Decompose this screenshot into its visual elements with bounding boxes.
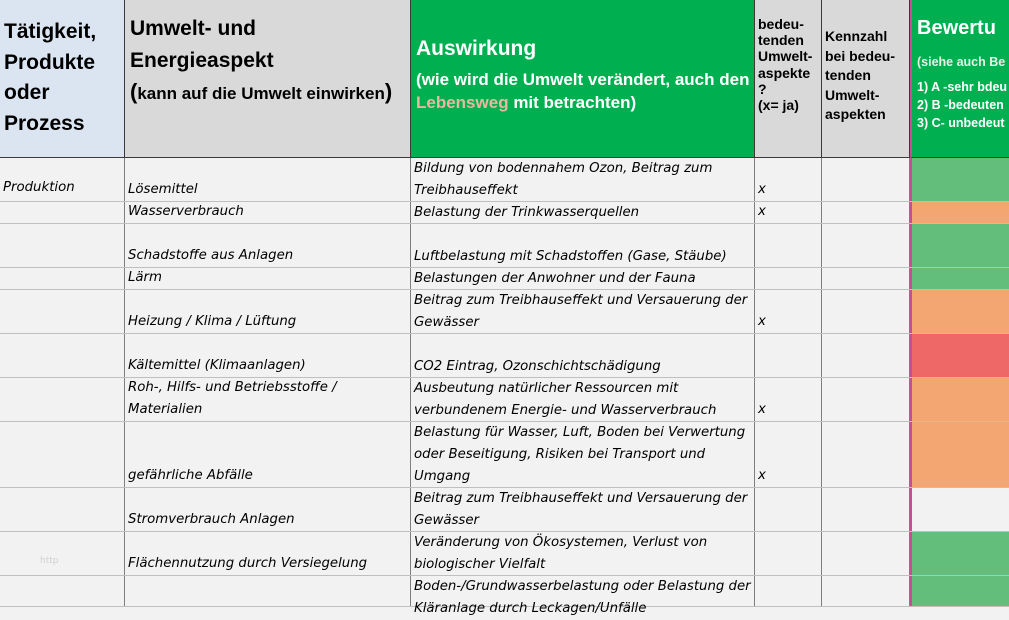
cell-auswirkung[interactable] xyxy=(411,334,755,377)
cell-auswirkung[interactable] xyxy=(411,532,755,575)
header-umweltaspekt-subtitle: (kann auf die Umwelt einwirken) xyxy=(130,79,393,104)
table-row[interactable] xyxy=(0,576,1009,616)
cell-text: Gewässer xyxy=(414,513,480,528)
cell-text: Stromverbrauch Anlagen xyxy=(128,512,295,527)
cell-bedeutend[interactable] xyxy=(755,334,822,377)
cell-text: x xyxy=(758,402,766,417)
cell-text: Kläranlage durch Leckagen/Unfälle xyxy=(414,601,647,616)
watermark-text: http xyxy=(40,556,59,566)
cell-taetigkeit[interactable] xyxy=(0,422,125,487)
cell-umweltaspekt[interactable] xyxy=(125,488,411,531)
table-row[interactable] xyxy=(0,422,1009,488)
table-row[interactable] xyxy=(0,158,1009,202)
cell-umweltaspekt[interactable] xyxy=(125,290,411,333)
header-bewertung-subtitle: (siehe auch Be xyxy=(917,55,1006,69)
cell-text: Ausbeutung natürlicher Ressourcen mit xyxy=(414,381,679,396)
rating-fill xyxy=(912,488,1009,531)
cell-umweltaspekt[interactable] xyxy=(125,576,411,606)
cell-umweltaspekt[interactable] xyxy=(125,422,411,487)
cell-text: Umgang xyxy=(414,469,471,484)
rating-fill xyxy=(912,202,1009,223)
cell-bedeutend[interactable] xyxy=(755,576,822,606)
cell-bewertung[interactable] xyxy=(910,202,1009,223)
header-taetigkeit[interactable] xyxy=(0,0,125,158)
cell-text: Lärm xyxy=(128,270,162,285)
table-row[interactable] xyxy=(0,202,1009,224)
cell-bewertung[interactable] xyxy=(910,290,1009,333)
cell-bedeutend[interactable] xyxy=(755,268,822,289)
cell-taetigkeit[interactable] xyxy=(0,532,125,575)
header-bedeutend[interactable] xyxy=(755,0,822,158)
cell-text: Belastungen der Anwohner und der Fauna xyxy=(414,271,696,286)
header-umweltaspekt[interactable] xyxy=(125,0,411,158)
cell-kennzahl[interactable] xyxy=(822,268,910,289)
cell-bedeutend[interactable] xyxy=(755,422,822,487)
header-auswirkung[interactable] xyxy=(411,0,755,158)
cell-text: Flächennutzung durch Versiegelung xyxy=(128,556,368,571)
cell-bedeutend[interactable] xyxy=(755,378,822,421)
cell-bewertung[interactable] xyxy=(910,334,1009,377)
cell-text: oder Beseitigung, Risiken bei Transport und xyxy=(414,447,706,462)
cell-auswirkung[interactable] xyxy=(411,224,755,267)
cell-bedeutend[interactable] xyxy=(755,202,822,223)
cell-kennzahl[interactable] xyxy=(822,158,910,201)
cell-text: Heizung / Klima / Lüftung xyxy=(128,314,297,329)
rating-fill xyxy=(912,268,1009,289)
cell-kennzahl[interactable] xyxy=(822,334,910,377)
table-row[interactable] xyxy=(0,532,1009,576)
rating-fill xyxy=(912,224,1009,267)
cell-taetigkeit[interactable] xyxy=(0,334,125,377)
cell-kennzahl[interactable] xyxy=(822,202,910,223)
cell-bewertung[interactable] xyxy=(910,576,1009,606)
table-row[interactable] xyxy=(0,224,1009,268)
cell-bedeutend[interactable] xyxy=(755,224,822,267)
cell-text: x xyxy=(758,314,766,329)
cell-umweltaspekt[interactable] xyxy=(125,158,411,201)
cell-text: Bildung von bodennahem Ozon, Beitrag zum xyxy=(414,161,713,176)
cell-auswirkung[interactable] xyxy=(411,378,755,421)
cell-bewertung[interactable] xyxy=(910,268,1009,289)
cell-umweltaspekt[interactable] xyxy=(125,202,411,223)
cell-taetigkeit[interactable] xyxy=(0,576,125,606)
rating-fill xyxy=(912,158,1009,201)
cell-bedeutend[interactable] xyxy=(755,158,822,201)
table-row[interactable] xyxy=(0,268,1009,290)
cell-text: Schadstoffe aus Anlagen xyxy=(128,248,294,263)
header-kennzahl[interactable] xyxy=(822,0,910,158)
header-auswirkung-title: Auswirkung xyxy=(416,37,537,60)
cell-umweltaspekt[interactable] xyxy=(125,532,411,575)
cell-text: Materialien xyxy=(128,402,203,417)
cell-auswirkung[interactable] xyxy=(411,422,755,487)
cell-text: Produktion xyxy=(3,180,75,195)
cell-bewertung[interactable] xyxy=(910,422,1009,487)
cell-umweltaspekt[interactable] xyxy=(125,268,411,289)
rating-fill xyxy=(912,422,1009,487)
cell-taetigkeit[interactable] xyxy=(0,224,125,267)
cell-text: Treibhauseffekt xyxy=(414,183,518,198)
cell-kennzahl[interactable] xyxy=(822,290,910,333)
cell-bedeutend[interactable] xyxy=(755,290,822,333)
cell-text: Luftbelastung mit Schadstoffen (Gase, Stäube) xyxy=(414,249,727,264)
cell-text: Gewässer xyxy=(414,315,480,330)
cell-taetigkeit[interactable] xyxy=(0,290,125,333)
cell-text: gefährliche Abfälle xyxy=(128,468,253,483)
cell-text: Lösemittel xyxy=(128,182,198,197)
cell-auswirkung[interactable] xyxy=(411,202,755,223)
cell-taetigkeit[interactable] xyxy=(0,378,125,421)
cell-text: biologischer Vielfalt xyxy=(414,557,546,572)
header-bewertung-title: Bewertu xyxy=(917,17,996,39)
rating-fill xyxy=(912,378,1009,421)
cell-bewertung[interactable] xyxy=(910,158,1009,201)
header-kennzahl-text: Kennzahl bei bedeu- tenden Umwelt- aspekten xyxy=(825,28,896,122)
cell-auswirkung[interactable] xyxy=(411,488,755,531)
cell-kennzahl[interactable] xyxy=(822,488,910,531)
cell-text: Beitrag zum Treibhauseffekt und Versauerung der xyxy=(414,491,748,506)
header-auswirkung-subtitle: (wie wird die Umwelt verändert, auch den Lebensweg mit betrachten) xyxy=(416,70,750,112)
cell-taetigkeit[interactable] xyxy=(0,202,125,223)
header-bewertung-line-b: 2) B -bedeuten xyxy=(917,98,1004,112)
header-umweltaspekt-title: Umwelt- und Energieaspekt xyxy=(130,17,274,72)
cell-kennzahl[interactable] xyxy=(822,422,910,487)
cell-text: Wasserverbrauch xyxy=(128,204,244,219)
table-row[interactable] xyxy=(0,334,1009,378)
header-bewertung-line-a: 1) A -sehr bdeu xyxy=(917,80,1008,94)
cell-auswirkung[interactable] xyxy=(411,268,755,289)
cell-kennzahl[interactable] xyxy=(822,224,910,267)
header-bedeutend-text: bedeu- tenden Umwelt- aspekte ? (x= ja) xyxy=(758,16,813,114)
cell-auswirkung[interactable] xyxy=(411,576,755,616)
cell-text: x xyxy=(758,204,766,219)
cell-bewertung[interactable] xyxy=(910,378,1009,421)
cell-kennzahl[interactable] xyxy=(822,378,910,421)
cell-umweltaspekt[interactable] xyxy=(125,224,411,267)
cell-text: Belastung der Trinkwasserquellen xyxy=(414,205,640,220)
cell-text: x xyxy=(758,468,766,483)
cell-text: x xyxy=(758,182,766,197)
cell-bewertung[interactable] xyxy=(910,532,1009,575)
header-taetigkeit-text: Tätigkeit, Produkte oder Prozess xyxy=(4,20,97,135)
cell-text: Veränderung von Ökosystemen, Verlust von xyxy=(414,535,708,550)
cell-text: Kältemittel (Klimaanlagen) xyxy=(128,358,306,373)
cell-text: Beitrag zum Treibhauseffekt und Versauerung der xyxy=(414,293,748,308)
cell-umweltaspekt[interactable] xyxy=(125,378,411,421)
cell-text: CO2 Eintrag, Ozonschichtschädigung xyxy=(414,359,661,374)
cell-kennzahl[interactable] xyxy=(822,576,910,606)
rating-fill xyxy=(912,532,1009,575)
cell-kennzahl[interactable] xyxy=(822,532,910,575)
cell-text: Belastung für Wasser, Luft, Boden bei Verwertung xyxy=(414,425,746,440)
cell-umweltaspekt[interactable] xyxy=(125,334,411,377)
cell-bedeutend[interactable] xyxy=(755,532,822,575)
cell-bewertung[interactable] xyxy=(910,224,1009,267)
header-bewertung-line-c: 3) C- unbedeut xyxy=(917,116,1005,130)
cell-bedeutend[interactable] xyxy=(755,488,822,531)
rating-fill xyxy=(912,576,1009,606)
table-row[interactable] xyxy=(0,378,1009,422)
rating-fill xyxy=(912,290,1009,333)
table-row[interactable] xyxy=(0,488,1009,532)
header-bewertung[interactable] xyxy=(910,0,1009,158)
cell-bewertung[interactable] xyxy=(910,488,1009,531)
cell-auswirkung[interactable] xyxy=(411,158,755,201)
cell-taetigkeit[interactable] xyxy=(0,488,125,531)
cell-text: Roh-, Hilfs- und Betriebsstoffe / xyxy=(128,380,337,395)
cell-text: Boden-/Grundwasserbelastung oder Belastung der xyxy=(414,579,751,594)
table-row[interactable] xyxy=(0,290,1009,334)
cell-auswirkung[interactable] xyxy=(411,290,755,333)
cell-taetigkeit[interactable] xyxy=(0,268,125,289)
cell-text: verbundenem Energie- und Wasserverbrauch xyxy=(414,403,717,418)
cell-taetigkeit[interactable] xyxy=(0,158,125,201)
rating-fill xyxy=(912,334,1009,377)
